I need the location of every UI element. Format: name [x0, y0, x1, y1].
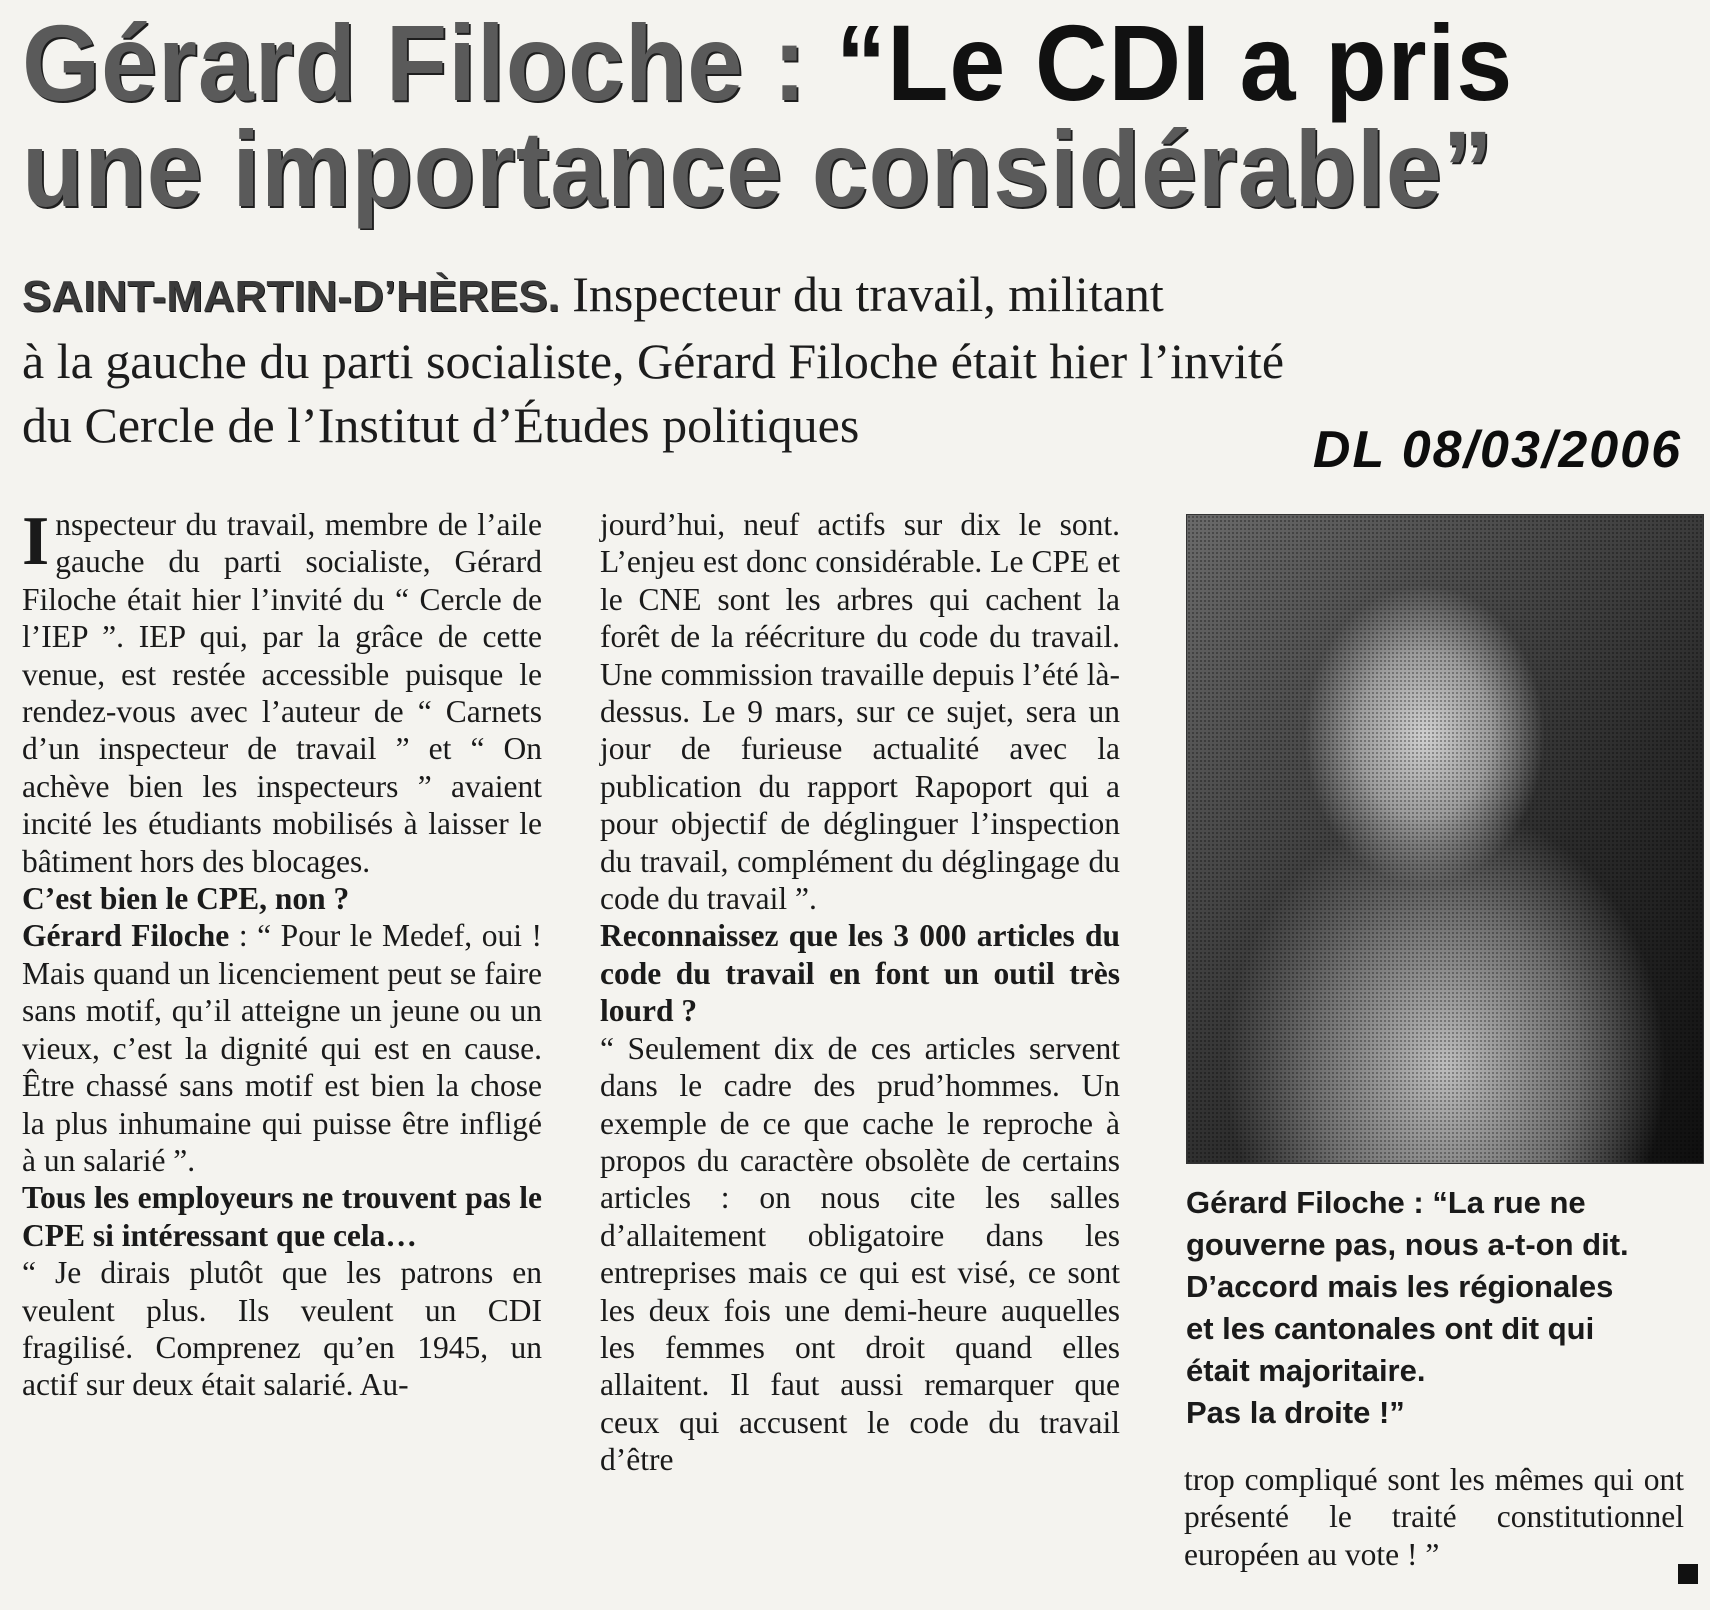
- article-column-2: [600, 506, 1120, 1479]
- end-of-article-mark: [1678, 1564, 1698, 1584]
- headline-line-1: [22, 2, 1566, 123]
- question-2: Tous les employeurs ne trouvent pas le CPE si intéressant que cela…: [22, 1180, 542, 1253]
- intro-paragraph: [22, 503, 542, 880]
- answer-3-end: trop compliqué sont les mêmes qui ont présenté le traité constitutionnel européen au vote ! ”: [1184, 1462, 1684, 1572]
- caption-line: Gérard Filoche : “La rue ne: [1186, 1185, 1586, 1220]
- dateline-place: SAINT-MARTIN-D’HÈRES.: [22, 272, 560, 321]
- photo-caption: [1186, 1182, 1686, 1434]
- drop-cap: I: [22, 503, 50, 580]
- caption-line: D’accord mais les régionales: [1186, 1269, 1614, 1304]
- answer-2: “ Je dirais plutôt que les patrons en veulent plus. Ils veulent un CDI fragilisé. Comprenez qu’en 1945, un actif sur deux était salarié. Au-: [22, 1255, 542, 1403]
- caption-line: Pas la droite !”: [1186, 1395, 1405, 1430]
- chapeau-line-2: à la gauche du parti socialiste, Gérard Filoche était hier l’invité: [22, 333, 1285, 389]
- article-column-1: [22, 503, 542, 1404]
- caption-line: gouverne pas, nous a-t-on dit.: [1186, 1227, 1629, 1262]
- question-1: C’est bien le CPE, non ?: [22, 881, 350, 917]
- headline-quote-start: “Le CDI a pris: [835, 2, 1514, 123]
- answer-2-continued: jourd’hui, neuf actifs sur dix le sont. L’enjeu est donc considérable. Le CPE et le CNE sont les arbres qui cachent la forêt de la réécriture du code du travail. Une commission travaille depuis l’été là-dessus. Le 9 mars, sur ce sujet, sera un jour de furieuse actualité avec la publication du rapport Rapoport qui a pour objectif de déglinguer l’inspection du travail, complément du déglingage du code du travail ”.: [600, 507, 1120, 917]
- headline-line-2: une importance considérable”: [22, 108, 1494, 229]
- intro-text: nspecteur du travail, membre de l’aile gauche du parti socialiste, Gérard Filoche était hier l’invité du “ Cercle de l’IEP ”. IEP qui, par la grâce de cette venue, est restée accessible puisque le rendez-vous avec l’auteur de “ Carnets d’un inspecteur de travail ” et “ On achève bien les inspecteurs ” avaient incité les étudiants mobilisés à laisser le bâtiment hors des blocages.: [22, 507, 542, 879]
- caption-line: était majoritaire.: [1186, 1353, 1426, 1388]
- answer-1: [22, 917, 542, 1179]
- caption-line: et les cantonales ont dit qui: [1186, 1311, 1595, 1346]
- portrait-photo: [1186, 514, 1704, 1164]
- headline: [22, 2, 1566, 229]
- chapeau-line-3: du Cercle de l’Institut d’Études politiques: [22, 397, 860, 453]
- chapeau-text-1: Inspecteur du travail, militant: [559, 266, 1164, 322]
- answer-3: “ Seulement dix de ces articles servent dans le cadre des prud’hommes. Un exemple de ce que cache le reproche à propos du caractère obsolète de certains articles : on nous cite les salles d’allaitement obligatoire dans les entreprises mais ce qui est visé, ce sont les deux fois une demi-heure auquelles les femmes ont droit quand elles allaitent. Il faut aussi remarquer que ceux qui accusent le code du travail d’être: [600, 1030, 1120, 1478]
- speaker-name: Gérard Filoche: [22, 918, 230, 954]
- source-date-stamp: DL 08/03/2006: [1312, 421, 1682, 479]
- answer-1-text: : “ Pour le Medef, oui ! Mais quand un licenciement peut se faire sans motif, qu’il atteigne un jeune ou un vieux, c’est la dignité qui est en cause. Être chassé sans motif est bien la chose la plus inhumaine qui puisse être infligé à un salarié ”.: [22, 918, 542, 1178]
- question-3: Reconnaissez que les 3 000 articles du code du travail en font un outil très lourd ?: [600, 918, 1120, 1029]
- chapeau-line-1: [22, 262, 1682, 329]
- headline-name: Gérard Filoche :: [22, 2, 836, 123]
